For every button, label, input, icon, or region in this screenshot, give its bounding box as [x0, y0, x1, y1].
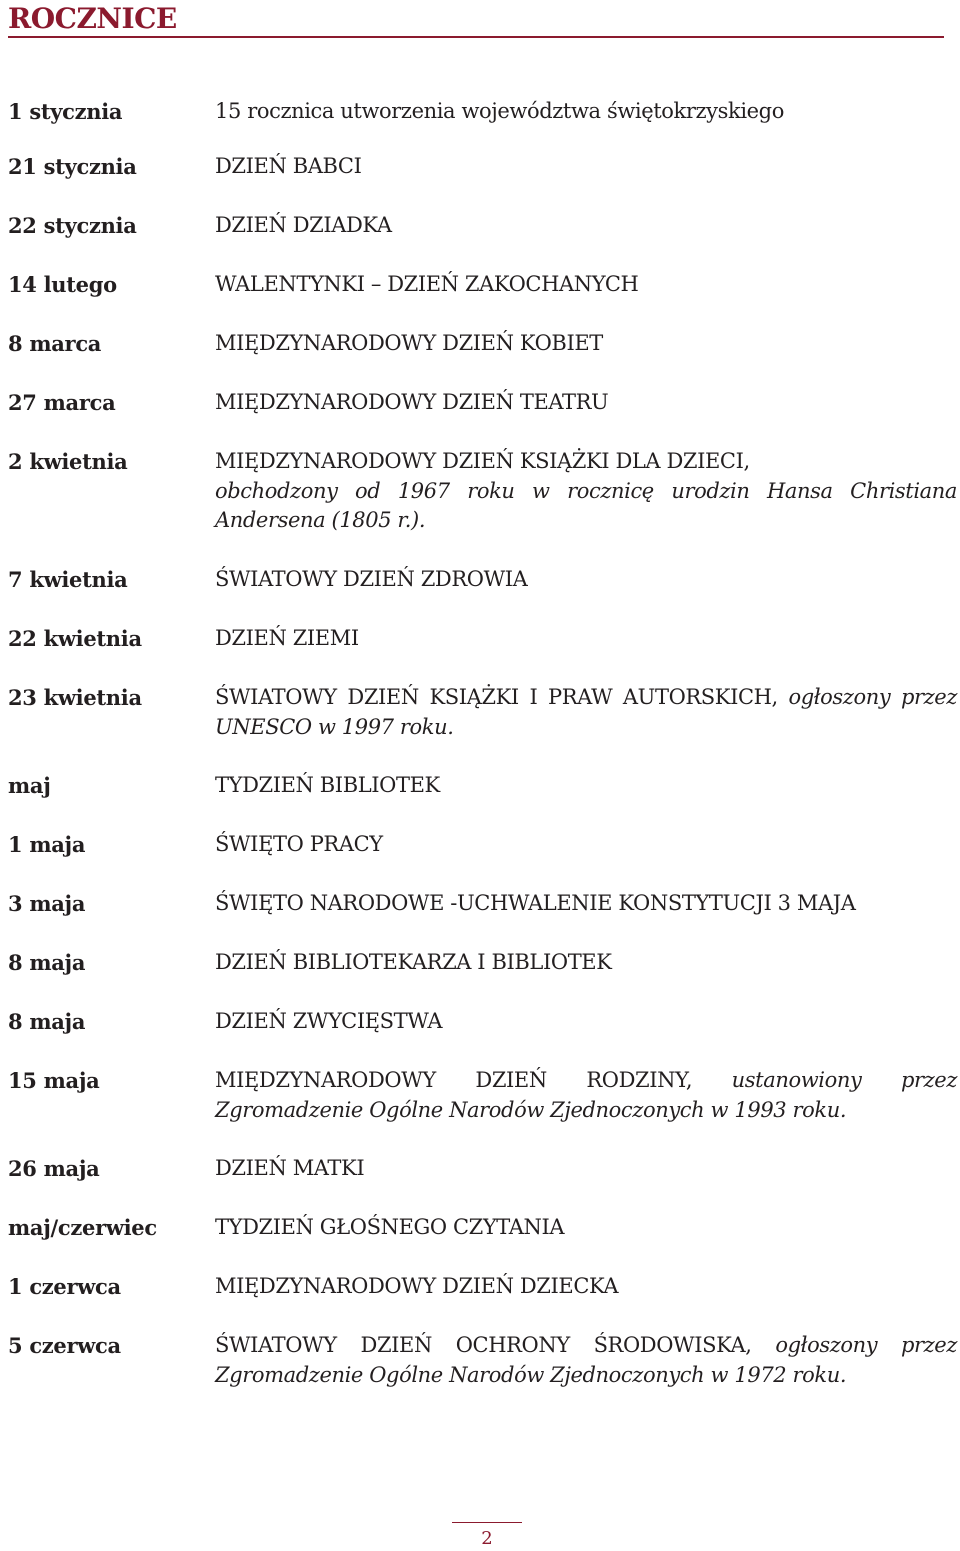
anniversary-title: ŚWIĘTO PRACY — [215, 832, 383, 856]
anniversary-description — [215, 948, 957, 978]
anniversary-title: DZIEŃ MATKI — [215, 1156, 365, 1180]
anniversary-note: ustanowiony przez Zgromadzenie Ogólne Narodów Zjednoczonych w 1993 roku. — [215, 1068, 957, 1122]
anniversary-date: 14 lutego — [8, 272, 117, 297]
anniversary-description — [215, 889, 957, 919]
anniversary-title: ŚWIATOWY DZIEŃ OCHRONY ŚRODOWISKA, — [215, 1333, 752, 1357]
anniversary-description — [215, 1154, 957, 1184]
anniversary-date: 26 maja — [8, 1156, 100, 1181]
anniversary-date: 2 kwietnia — [8, 449, 128, 474]
anniversary-title: MIĘDZYNARODOWY DZIEŃ DZIECKA — [215, 1274, 619, 1298]
anniversary-title: DZIEŃ ZWYCIĘSTWA — [215, 1009, 443, 1033]
anniversary-description — [215, 447, 957, 536]
anniversary-date: maj — [8, 773, 51, 798]
anniversary-date: maj/czerwiec — [8, 1215, 157, 1240]
anniversary-title: MIĘDZYNARODOWY DZIEŃ KOBIET — [215, 331, 603, 355]
anniversary-description — [215, 211, 957, 241]
anniversary-description — [215, 830, 957, 860]
footer-divider — [452, 1522, 522, 1523]
anniversary-title: 15 rocznica utworzenia województwa świętokrzyskiego — [215, 99, 784, 123]
anniversary-title: MIĘDZYNARODOWY DZIEŃ KSIĄŻKI DLA DZIECI, — [215, 449, 750, 473]
anniversary-title: DZIEŃ BIBLIOTEKARZA I BIBLIOTEK — [215, 950, 612, 974]
anniversary-title: MIĘDZYNARODOWY DZIEŃ RODZINY, — [215, 1068, 693, 1092]
anniversary-date: 27 marca — [8, 390, 116, 415]
anniversary-date: 21 stycznia — [8, 154, 137, 179]
anniversary-date: 1 czerwca — [8, 1274, 121, 1299]
anniversary-date: 22 stycznia — [8, 213, 137, 238]
anniversary-note: ogłoszony przez UNESCO w 1997 roku. — [215, 685, 957, 739]
anniversary-date: 8 marca — [8, 331, 102, 356]
anniversary-date: 23 kwietnia — [8, 685, 142, 710]
anniversary-description — [215, 329, 957, 359]
anniversary-title: DZIEŃ ZIEMI — [215, 626, 359, 650]
anniversary-date: 1 maja — [8, 832, 86, 857]
anniversary-date: 8 maja — [8, 1009, 86, 1034]
anniversary-date: 3 maja — [8, 891, 86, 916]
anniversary-description — [215, 1272, 957, 1302]
anniversary-description — [215, 270, 957, 300]
anniversary-title: DZIEŃ BABCI — [215, 154, 362, 178]
anniversary-description — [215, 97, 957, 127]
anniversary-description — [215, 1331, 957, 1390]
anniversary-description — [215, 1213, 957, 1243]
anniversary-description — [215, 683, 957, 742]
anniversary-title: ŚWIATOWY DZIEŃ ZDROWIA — [215, 567, 528, 591]
page-number: 2 — [481, 1528, 493, 1549]
anniversary-date: 15 maja — [8, 1068, 100, 1093]
anniversary-note: obchodzony od 1967 roku w rocznicę urodzin Hansa Christiana Andersena (1805 r.). — [215, 478, 957, 532]
anniversary-title: DZIEŃ DZIADKA — [215, 213, 392, 237]
anniversary-date: 22 kwietnia — [8, 626, 142, 651]
anniversary-title: TYDZIEŃ BIBLIOTEK — [215, 773, 440, 797]
anniversary-description — [215, 624, 957, 654]
anniversary-note: ogłoszony przez Zgromadzenie Ogólne Narodów Zjednoczonych w 1972 roku. — [215, 1333, 957, 1387]
anniversary-description — [215, 388, 957, 418]
anniversary-title: TYDZIEŃ GŁOŚNEGO CZYTANIA — [215, 1215, 565, 1239]
anniversary-title: WALENTYNKI – DZIEŃ ZAKOCHANYCH — [215, 272, 639, 296]
anniversary-description — [215, 152, 957, 182]
anniversary-title: ŚWIATOWY DZIEŃ KSIĄŻKI I PRAW AUTORSKICH, — [215, 685, 778, 709]
anniversary-description — [215, 1007, 957, 1037]
page-title: ROCZNICE — [8, 0, 944, 38]
anniversary-date: 1 stycznia — [8, 99, 123, 124]
anniversary-description — [215, 771, 957, 801]
anniversary-date: 8 maja — [8, 950, 86, 975]
anniversary-title: MIĘDZYNARODOWY DZIEŃ TEATRU — [215, 390, 609, 414]
anniversary-date: 5 czerwca — [8, 1333, 121, 1358]
anniversary-description — [215, 565, 957, 595]
anniversary-description — [215, 1066, 957, 1125]
anniversary-title: ŚWIĘTO NARODOWE -UCHWALENIE KONSTYTUCJI 3 MAJA — [215, 891, 856, 915]
anniversary-date: 7 kwietnia — [8, 567, 128, 592]
